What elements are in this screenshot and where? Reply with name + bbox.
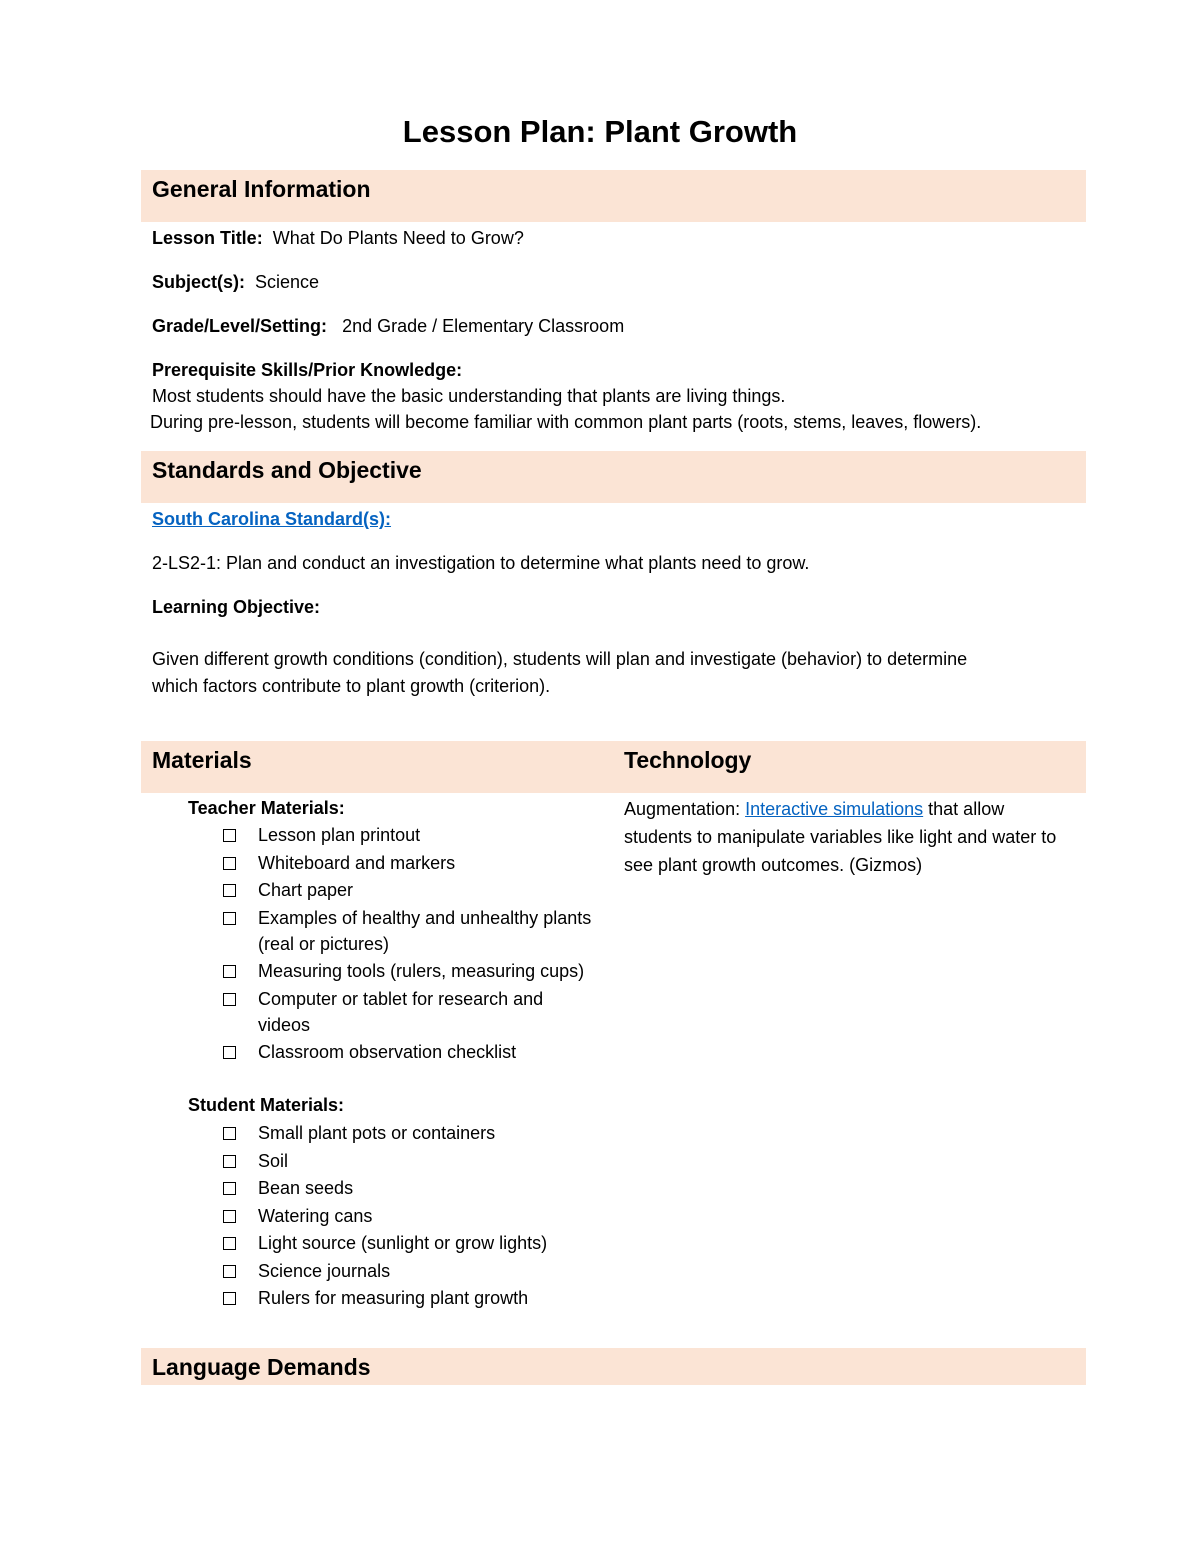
subject-label: Subject(s): — [152, 272, 246, 292]
standard-text: 2-LS2-1: Plan and conduct an investigation to determine what plants need to grow. — [152, 553, 810, 573]
list-item-text: Measuring tools (rulers, measuring cups) — [258, 961, 585, 981]
checkbox-icon[interactable] — [223, 1237, 236, 1250]
prereq-label: Prerequisite Skills/Prior Knowledge: — [152, 360, 463, 380]
checkbox-icon[interactable] — [223, 1292, 236, 1305]
subject-row — [152, 269, 319, 295]
interactive-simulations-link[interactable]: Interactive simulations — [745, 799, 924, 819]
materials-heading: Materials — [152, 747, 252, 773]
page-title: Lesson Plan: Plant Growth — [402, 114, 798, 149]
list-item — [222, 1203, 592, 1229]
language-demands-heading: Language Demands — [152, 1354, 371, 1380]
student-materials-label: Student Materials: — [188, 1095, 345, 1115]
technology-description — [624, 795, 1064, 879]
list-item — [222, 905, 592, 957]
list-item — [222, 958, 592, 984]
list-item-text: Computer or tablet for research and videos — [258, 988, 544, 1035]
lesson-title-row — [152, 225, 524, 251]
prereq-line-2: During pre-lesson, students will become familiar with common plant parts (roots, stems, leaves, flowers). — [150, 412, 982, 432]
list-item — [222, 1230, 592, 1256]
grade-value: 2nd Grade / Elementary Classroom — [342, 316, 625, 336]
checkbox-icon[interactable] — [223, 829, 236, 842]
list-item — [222, 986, 592, 1038]
south-carolina-standards-link[interactable]: South Carolina Standard(s): — [152, 509, 392, 529]
list-item-text: Whiteboard and markers — [258, 852, 456, 873]
list-item — [222, 1148, 592, 1174]
checkbox-icon[interactable] — [223, 884, 236, 897]
list-item-text: Science journals — [258, 1260, 391, 1281]
lesson-title-label: Lesson Title: — [152, 228, 263, 248]
checkbox-icon[interactable] — [223, 912, 236, 925]
list-item-text: Watering cans — [258, 1205, 373, 1226]
checkbox-icon[interactable] — [223, 993, 236, 1006]
list-item-text: Light source (sunlight or grow lights) — [258, 1233, 548, 1253]
list-item — [222, 877, 592, 903]
list-item-text: Soil — [258, 1150, 289, 1171]
list-item-text: Chart paper — [258, 880, 354, 900]
list-item — [222, 1039, 592, 1065]
grade-label: Grade/Level/Setting: — [152, 316, 328, 336]
technology-heading: Technology — [624, 747, 752, 773]
technology-suffix: that allow students to manipulate variables like light and water to see plant growth outcomes. (Gizmos) — [624, 799, 1057, 875]
teacher-materials-list — [222, 822, 592, 1067]
checkbox-icon[interactable] — [223, 965, 236, 978]
checkbox-icon[interactable] — [223, 1046, 236, 1059]
general-info-heading: General Information — [152, 176, 371, 202]
list-item-text: Classroom observation checklist — [258, 1042, 517, 1062]
student-materials-list — [222, 1120, 592, 1313]
list-item — [222, 1258, 592, 1284]
lesson-title-value: What Do Plants Need to Grow? — [272, 228, 524, 248]
prereq-line-1: Most students should have the basic understanding that plants are living things. — [152, 386, 786, 406]
learning-objective-label: Learning Objective: — [152, 597, 321, 617]
list-item — [222, 822, 592, 848]
teacher-materials-label: Teacher Materials: — [188, 798, 345, 818]
checkbox-icon[interactable] — [223, 1265, 236, 1278]
subject-value: Science — [255, 272, 320, 292]
standards-heading: Standards and Objective — [152, 457, 422, 483]
list-item-text: Rulers for measuring plant growth — [258, 1288, 529, 1308]
materials-technology-band — [141, 741, 1086, 793]
list-item — [222, 1285, 592, 1311]
checkbox-icon[interactable] — [223, 857, 236, 870]
grade-row — [152, 313, 624, 339]
checkbox-icon[interactable] — [223, 1127, 236, 1140]
list-item — [222, 1175, 592, 1201]
list-item-text: Examples of healthy and unhealthy plants (real or pictures) — [258, 907, 592, 954]
list-item-text: Small plant pots or containers — [258, 1123, 496, 1143]
list-item-text: Bean seeds — [258, 1178, 354, 1198]
list-item-text: Lesson plan printout — [258, 825, 421, 845]
checkbox-icon[interactable] — [223, 1182, 236, 1195]
list-item — [222, 1120, 592, 1146]
objective-line-2: which factors contribute to plant growth (criterion). — [152, 676, 551, 696]
checkbox-icon[interactable] — [223, 1210, 236, 1223]
list-item — [222, 850, 592, 876]
technology-prefix: Augmentation: — [624, 799, 746, 819]
standards-link-row — [152, 506, 391, 532]
checkbox-icon[interactable] — [223, 1155, 236, 1168]
objective-line-1: Given different growth conditions (condition), students will plan and investigate (behavior) to determine — [152, 649, 968, 669]
